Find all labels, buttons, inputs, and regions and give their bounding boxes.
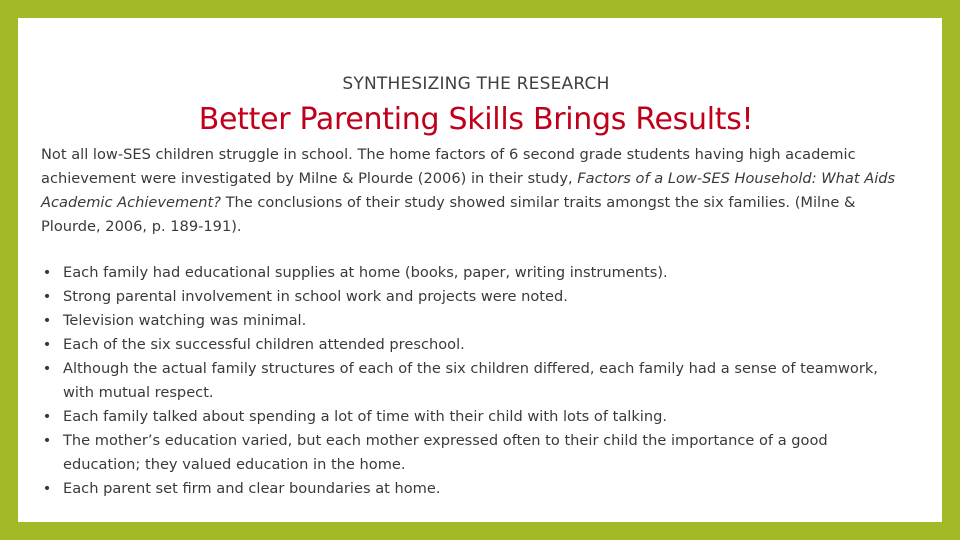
list-item <box>41 309 901 333</box>
slide <box>18 18 942 522</box>
bullet-icon: • <box>42 432 52 449</box>
list-item <box>41 261 901 285</box>
bullet-icon: • <box>42 408 52 425</box>
bullet-icon: • <box>42 336 52 353</box>
list-item <box>41 333 901 357</box>
bullet-icon: • <box>42 312 52 329</box>
bullet-icon: • <box>42 264 52 281</box>
list-item-text: Although the actual family structures of each of the six children differed, each family had a sense of teamwork, with mutual respect. <box>63 360 878 401</box>
list-item <box>41 477 901 501</box>
study-title: Factors of a Low-SES Household: What Aids Academic Achievement? <box>41 170 896 211</box>
slide-title: Better Parenting Skills Brings Results! <box>198 102 754 137</box>
intro-paragraph <box>41 143 901 239</box>
list-item-text: Each parent set firm and clear boundaries at home. <box>63 480 441 497</box>
list-item-text: The mother’s education varied, but each mother expressed often to their child the importance of a good education; they valued education in the home. <box>63 432 828 473</box>
slide-subtitle: SYNTHESIZING THE RESEARCH <box>342 74 610 94</box>
intro-text-part2: The conclusions of their study showed similar traits amongst the six families. (Milne & Plourde, 2006, p. 189-191). <box>41 194 856 235</box>
list-item <box>41 429 901 477</box>
list-item-text: Strong parental involvement in school work and projects were noted. <box>63 288 568 305</box>
bullet-icon: • <box>42 288 52 305</box>
list-item-text: Each family talked about spending a lot of time with their child with lots of talking. <box>63 408 668 425</box>
intro-text-part1: Not all low-SES children struggle in school. The home factors of 6 second grade students having high academic achievement were investigated by Milne & Plourde (2006) in their study, <box>41 146 856 187</box>
list-item-text: Each family had educational supplies at home (books, paper, writing instruments). <box>63 264 668 281</box>
findings-list <box>41 261 901 501</box>
list-item-text: Television watching was minimal. <box>63 312 307 329</box>
bullet-icon: • <box>42 360 52 377</box>
list-item <box>41 405 901 429</box>
bullet-icon: • <box>42 480 52 497</box>
list-item-text: Each of the six successful children attended preschool. <box>63 336 465 353</box>
list-item <box>41 285 901 309</box>
list-item <box>41 357 901 405</box>
